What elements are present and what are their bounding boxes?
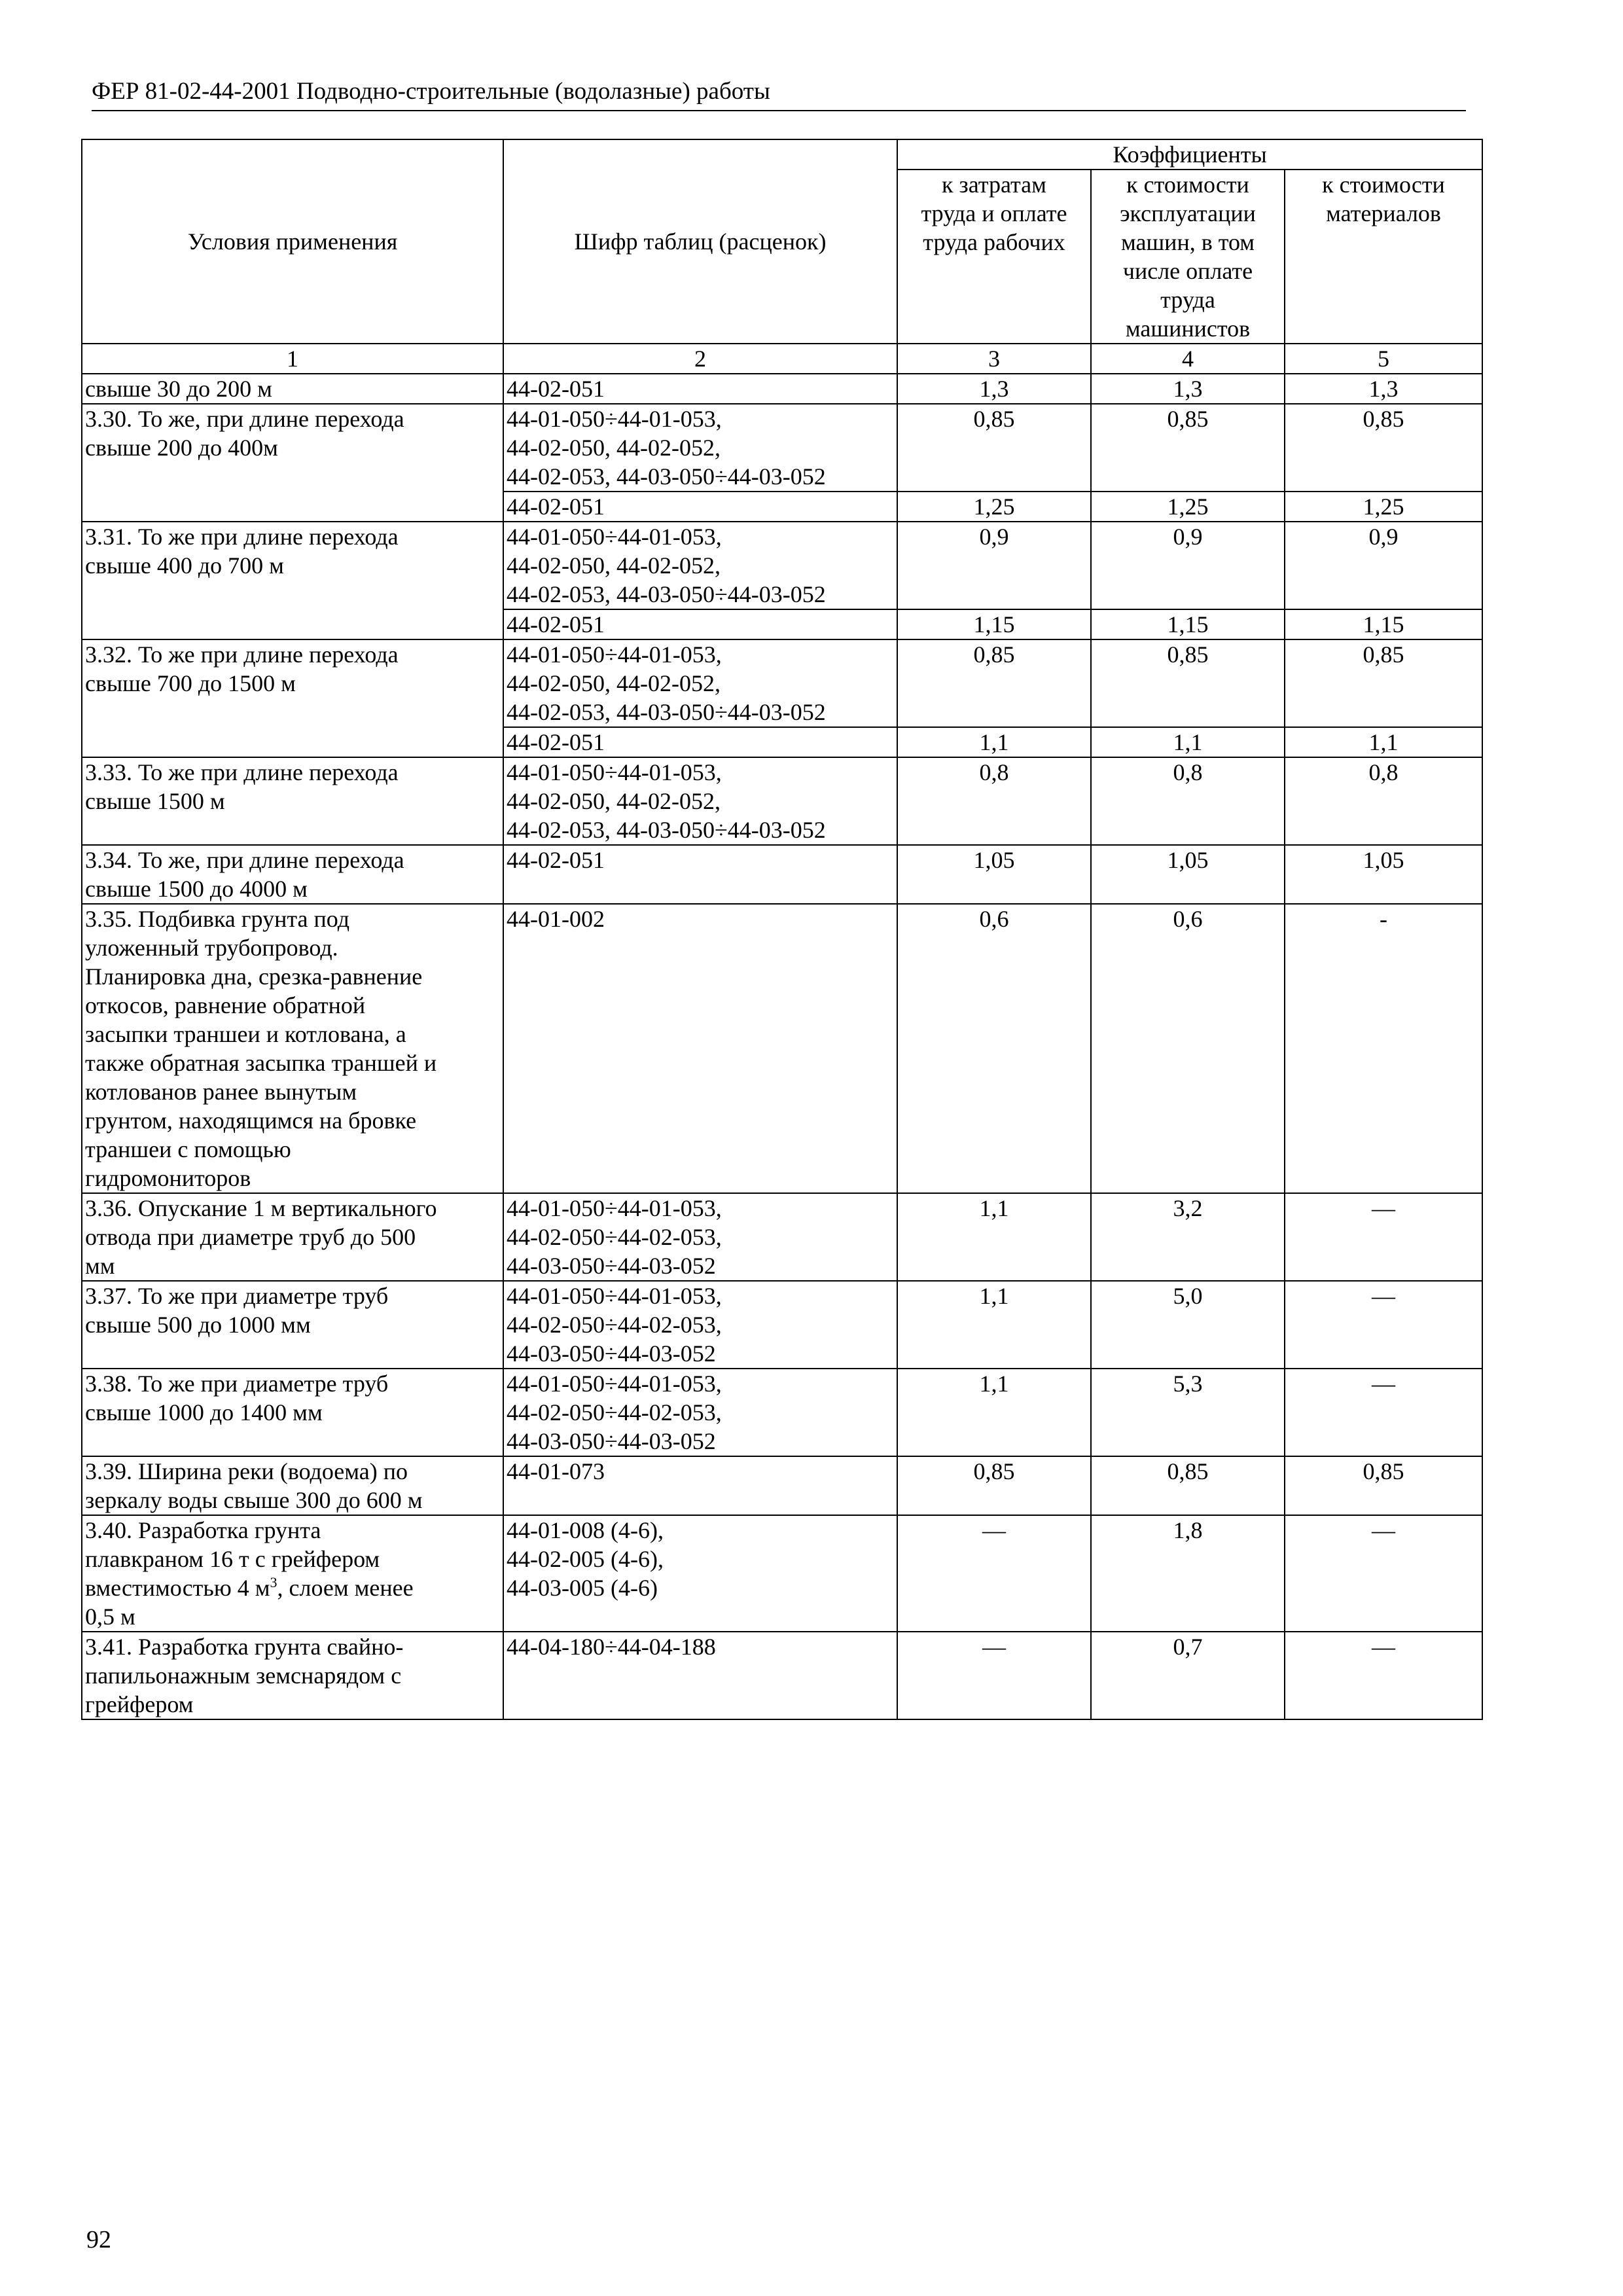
coefficient-cell: 1,1 bbox=[897, 1369, 1091, 1456]
header-materials: к стоимости материалов bbox=[1285, 170, 1482, 344]
condition-cell: 3.37. То же при диаметре труб свыше 500 до 1000 мм bbox=[82, 1281, 503, 1369]
coefficient-cell: 0,85 bbox=[1091, 404, 1285, 492]
coefficient-cell: 1,05 bbox=[1285, 845, 1482, 904]
condition-text: 3.40. Разработка грунта плавкраном 16 т с грейфером вместимостью 4 м bbox=[85, 1517, 380, 1601]
column-number: 4 bbox=[1091, 344, 1285, 374]
coefficient-cell: 1,25 bbox=[1285, 492, 1482, 522]
coefficient-cell: 1,1 bbox=[897, 1281, 1091, 1369]
table-row bbox=[82, 639, 1482, 727]
coefficient-cell: 5,0 bbox=[1091, 1281, 1285, 1369]
coefficient-cell: 1,1 bbox=[1091, 727, 1285, 757]
shifr-cell: 44-02-051 bbox=[503, 374, 897, 404]
document-title: ФЕР 81-02-44-2001 Подводно-строительные (водолазные) работы bbox=[92, 78, 770, 105]
coefficient-cell: 0,9 bbox=[897, 522, 1091, 609]
table-body bbox=[82, 374, 1482, 1719]
shifr-cell: 44-02-051 bbox=[503, 609, 897, 639]
shifr-cell: 44-04-180÷44-04-188 bbox=[503, 1632, 897, 1719]
condition-cell: 3.36. Опускание 1 м вертикального отвода при диаметре труб до 500 мм bbox=[82, 1193, 503, 1281]
shifr-cell: 44-01-050÷44-01-053, 44-02-050, 44-02-052, 44-02-053, 44-03-050÷44-03-052 bbox=[503, 757, 897, 845]
header-labor: к затратам труда и оплате труда рабочих bbox=[897, 170, 1091, 344]
condition-text: , слоем менее 0,5 м bbox=[85, 1575, 414, 1630]
coefficient-cell: 0,85 bbox=[897, 1456, 1091, 1515]
condition-cell: 3.32. То же при длине перехода свыше 700 до 1500 м bbox=[82, 639, 503, 757]
coefficient-cell: 0,85 bbox=[897, 639, 1091, 727]
table-row bbox=[82, 904, 1482, 1193]
header-conditions: Условия применения bbox=[82, 139, 503, 344]
table-row bbox=[82, 757, 1482, 845]
coefficient-cell: 0,85 bbox=[1285, 404, 1482, 492]
coefficient-cell: 0,6 bbox=[897, 904, 1091, 1193]
coefficient-cell: 1,05 bbox=[1091, 845, 1285, 904]
coefficient-cell: — bbox=[897, 1632, 1091, 1719]
table-row bbox=[82, 1515, 1482, 1632]
table-row bbox=[82, 404, 1482, 492]
condition-cell: 3.41. Разработка грунта свайно- папильонажным земснарядом с грейфером bbox=[82, 1632, 503, 1719]
superscript: 3 bbox=[270, 1574, 277, 1590]
column-number: 2 bbox=[503, 344, 897, 374]
coefficient-cell: 0,7 bbox=[1091, 1632, 1285, 1719]
table-row bbox=[82, 1456, 1482, 1515]
coefficient-cell: 1,25 bbox=[1091, 492, 1285, 522]
column-number: 1 bbox=[82, 344, 503, 374]
coefficient-cell: 1,15 bbox=[897, 609, 1091, 639]
table-row bbox=[82, 1281, 1482, 1369]
shifr-cell: 44-01-050÷44-01-053, 44-02-050, 44-02-052, 44-02-053, 44-03-050÷44-03-052 bbox=[503, 404, 897, 492]
column-number: 5 bbox=[1285, 344, 1482, 374]
coefficient-cell: — bbox=[1285, 1632, 1482, 1719]
shifr-cell: 44-01-008 (4-6), 44-02-005 (4-6), 44-03-005 (4-6) bbox=[503, 1515, 897, 1632]
coefficient-cell: 1,3 bbox=[897, 374, 1091, 404]
table-row bbox=[82, 845, 1482, 904]
shifr-cell: 44-01-002 bbox=[503, 904, 897, 1193]
coefficient-cell: 1,1 bbox=[897, 727, 1091, 757]
coefficient-cell: 1,3 bbox=[1091, 374, 1285, 404]
header-machines: к стоимости эксплуатации машин, в том числе оплате труда машинистов bbox=[1091, 170, 1285, 344]
coefficient-cell: 0,8 bbox=[1091, 757, 1285, 845]
condition-cell: 3.38. То же при диаметре труб свыше 1000 до 1400 мм bbox=[82, 1369, 503, 1456]
shifr-cell: 44-01-050÷44-01-053, 44-02-050÷44-02-053, 44-03-050÷44-03-052 bbox=[503, 1193, 897, 1281]
coefficient-cell: 1,8 bbox=[1091, 1515, 1285, 1632]
coefficient-cell: 1,25 bbox=[897, 492, 1091, 522]
coefficient-cell: 1,05 bbox=[897, 845, 1091, 904]
coefficient-cell: 3,2 bbox=[1091, 1193, 1285, 1281]
condition-cell: 3.30. То же, при длине перехода свыше 200 до 400м bbox=[82, 404, 503, 522]
coefficient-cell: 1,1 bbox=[897, 1193, 1091, 1281]
coefficient-cell: 0,85 bbox=[1091, 1456, 1285, 1515]
coefficient-cell: — bbox=[1285, 1281, 1482, 1369]
coefficient-cell: 0,85 bbox=[1285, 639, 1482, 727]
condition-cell bbox=[82, 1515, 503, 1632]
coefficient-cell: 0,85 bbox=[1091, 639, 1285, 727]
shifr-cell: 44-02-051 bbox=[503, 727, 897, 757]
coefficient-cell: 5,3 bbox=[1091, 1369, 1285, 1456]
shifr-cell: 44-01-050÷44-01-053, 44-02-050, 44-02-052, 44-02-053, 44-03-050÷44-03-052 bbox=[503, 522, 897, 609]
coefficients-table bbox=[81, 139, 1483, 1720]
shifr-cell: 44-01-050÷44-01-053, 44-02-050, 44-02-052, 44-02-053, 44-03-050÷44-03-052 bbox=[503, 639, 897, 727]
coefficient-cell: 1,3 bbox=[1285, 374, 1482, 404]
column-number: 3 bbox=[897, 344, 1091, 374]
shifr-cell: 44-01-050÷44-01-053, 44-02-050÷44-02-053, 44-03-050÷44-03-052 bbox=[503, 1369, 897, 1456]
table-row bbox=[82, 1369, 1482, 1456]
page-header bbox=[92, 77, 1466, 111]
condition-cell: 3.33. То же при длине перехода свыше 1500 м bbox=[82, 757, 503, 845]
coefficient-cell: 0,85 bbox=[897, 404, 1091, 492]
coefficient-cell: 1,15 bbox=[1285, 609, 1482, 639]
header-coefficients: Коэффициенты bbox=[897, 139, 1482, 170]
shifr-cell: 44-02-051 bbox=[503, 492, 897, 522]
table-row bbox=[82, 522, 1482, 609]
coefficient-cell: 0,9 bbox=[1091, 522, 1285, 609]
coefficient-cell: 0,85 bbox=[1285, 1456, 1482, 1515]
table-row bbox=[82, 374, 1482, 404]
shifr-cell: 44-02-051 bbox=[503, 845, 897, 904]
condition-cell: свыше 30 до 200 м bbox=[82, 374, 503, 404]
condition-cell: 3.39. Ширина реки (водоема) по зеркалу воды свыше 300 до 600 м bbox=[82, 1456, 503, 1515]
coefficient-cell: 0,8 bbox=[897, 757, 1091, 845]
coefficient-cell: 1,15 bbox=[1091, 609, 1285, 639]
coefficient-cell: — bbox=[1285, 1369, 1482, 1456]
header-shifr: Шифр таблиц (расценок) bbox=[503, 139, 897, 344]
condition-cell: 3.34. То же, при длине перехода свыше 1500 до 4000 м bbox=[82, 845, 503, 904]
shifr-cell: 44-01-050÷44-01-053, 44-02-050÷44-02-053, 44-03-050÷44-03-052 bbox=[503, 1281, 897, 1369]
page-number: 92 bbox=[86, 2226, 111, 2253]
condition-cell: 3.35. Подбивка грунта под уложенный трубопровод. Планировка дна, срезка-равнение откосов, равнение обратной засыпки траншеи и котлована, а также обратная засыпка траншей и котлованов ранее вынутым грунтом, находящимся на бровке траншеи с помощью гидромониторов bbox=[82, 904, 503, 1193]
coefficient-cell: 0,6 bbox=[1091, 904, 1285, 1193]
coefficient-cell: — bbox=[1285, 1193, 1482, 1281]
shifr-cell: 44-01-073 bbox=[503, 1456, 897, 1515]
table-row bbox=[82, 1632, 1482, 1719]
coefficient-cell: 1,1 bbox=[1285, 727, 1482, 757]
condition-cell: 3.31. То же при длине перехода свыше 400 до 700 м bbox=[82, 522, 503, 639]
coefficient-cell: - bbox=[1285, 904, 1482, 1193]
coefficient-cell: — bbox=[897, 1515, 1091, 1632]
coefficient-cell: — bbox=[1285, 1515, 1482, 1632]
coefficient-cell: 0,9 bbox=[1285, 522, 1482, 609]
coefficient-cell: 0,8 bbox=[1285, 757, 1482, 845]
table-row bbox=[82, 1193, 1482, 1281]
